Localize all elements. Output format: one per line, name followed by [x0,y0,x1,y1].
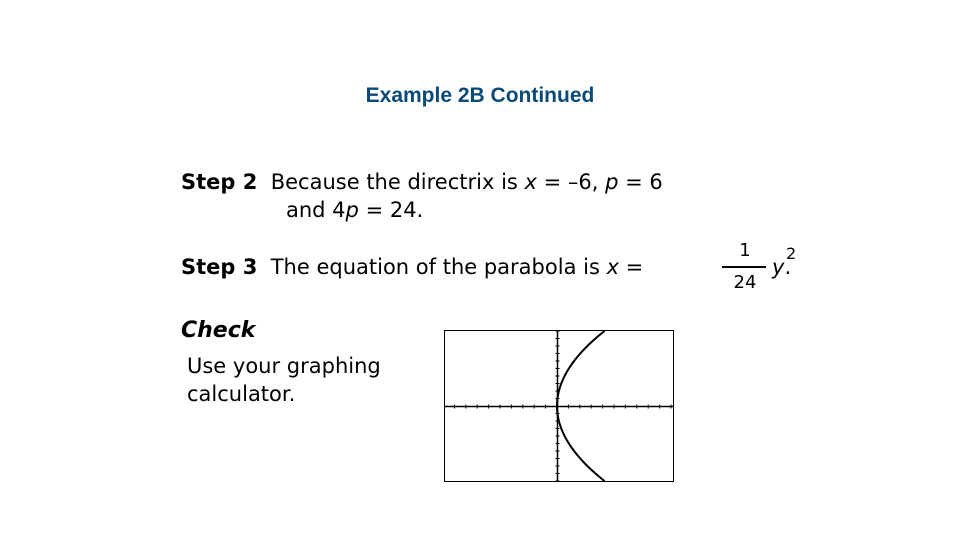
step-3-y: y [772,255,785,279]
step-2-text-b: = –6, [536,170,606,194]
step-3-label: Step 3 [181,255,258,279]
fraction-numerator: 1 [739,240,751,261]
step-3-period: . [784,255,792,279]
step-3-text: The equation of the parabola is [270,255,607,279]
check-title: Check [181,318,256,343]
check-text: Use your graphing calculator. [187,354,381,406]
calculator-graph [444,330,674,482]
graph-svg [445,331,673,481]
step-2-line2-b: = 24. [358,198,424,222]
step-2-line2-a: and 4 [286,198,346,222]
step-2-var-p: p [605,170,619,194]
step-2-label: Step 2 [181,170,258,194]
step-3-exponent: 2 [786,244,797,263]
step-3-equals: = [619,255,644,279]
step-3-line [181,253,643,281]
step-2-line-1 [181,168,663,196]
step-2-text-a: Because the directrix is [270,170,525,194]
step-2-line2-var-p: p [345,198,359,222]
step-2-text-c: = 6 [618,170,663,194]
fraction-denominator: 24 [733,272,757,293]
step-2-var-x: x [524,170,537,194]
step-3-var-x: x [606,255,619,279]
slide-title: Example 2B Continued [365,84,595,107]
step-2-line-2 [286,196,423,224]
fraction-bar [722,266,766,268]
